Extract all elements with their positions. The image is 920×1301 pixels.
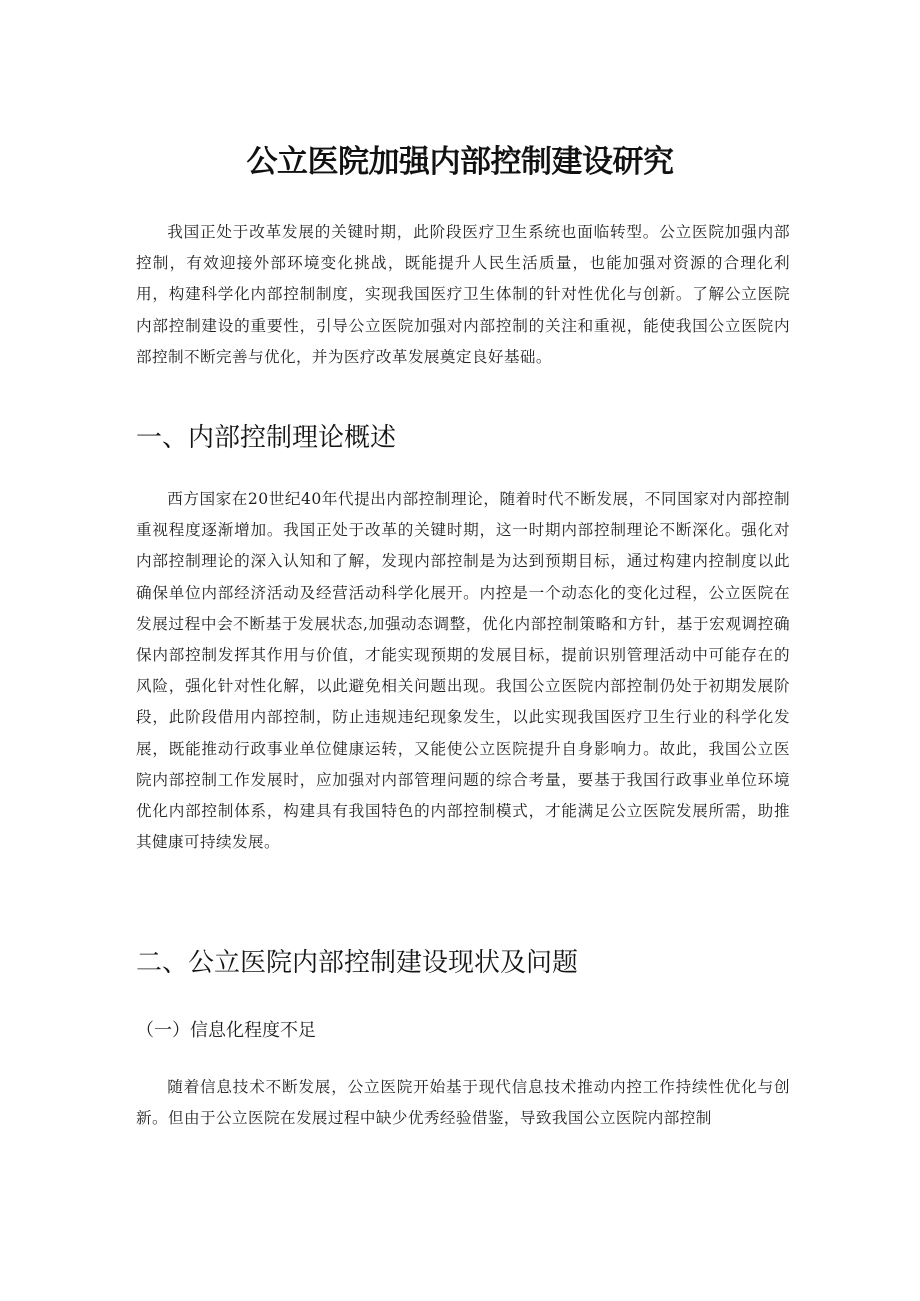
section-1-heading: 一、内部控制理论概述 [136, 423, 397, 453]
document-title: 公立医院加强内部控制建设研究 [246, 144, 674, 180]
subsection-2-1-heading: （一）信息化程度不足 [136, 1020, 316, 1041]
section-2-heading: 二、公立医院内部控制建设现状及问题 [136, 948, 579, 978]
subsection-2-1-paragraph: 随着信息技术不断发展，公立医院开始基于现代信息技术推动内控工作持续性优化与创新。但由于公立医院在发展过程中缺少优秀经验借鉴，导致我国公立医院内部控制 [136, 1078, 790, 1128]
intro-paragraph: 我国正处于改革发展的关键时期，此阶段医疗卫生系统也面临转型。公立医院加强内部控制，有效迎接外部环境变化挑战，既能提升人民生活质量，也能加强对资源的合理化利用，构建科学化内部控制制度，实现我国医疗卫生体制的针对性优化与创新。了解公立医院内部控制建设的重要性，引导公立医院加强对内部控制的关注和重视，能使我国公立医院内部控制不断完善与优化，并为医疗改革发展奠定良好基础。 [136, 223, 790, 366]
section-1-paragraph: 西方国家在20世纪40年代提出内部控制理论，随着时代不断发展，不同国家对内部控制重视程度逐渐增加。我国正处于改革的关键时期，这一时期内部控制理论不断深化。强化对内部控制理论的深入认知和了解，发现内部控制是为达到预期目标，通过构建内控制度以此确保单位内部经济活动及经营活动科学化展开。内控是一个动态化的变化过程，公立医院在发展过程中会不断基于发展状态,加强动态调整，优化内部控制策略和方针，基于宏观调控确保内部控制发挥其作用与价值，才能实现预期的发展目标，提前识别管理活动中可能存在的风险，强化针对性化解，以此避免相关问题出现。我国公立医院内部控制仍处于初期发展阶段，此阶段借用内部控制，防止违规违纪现象发生，以此实现我国医疗卫生行业的科学化发展，既能推动行政事业单位健康运转，又能使公立医院提升自身影响力。故此，我国公立医院内部控制工作发展时，应加强对内部管理问题的综合考量，要基于我国行政事业单位环境优化内部控制体系，构建具有我国特色的内部控制模式，才能满足公立医院发展所需，助推其健康可持续发展。 [136, 490, 790, 852]
